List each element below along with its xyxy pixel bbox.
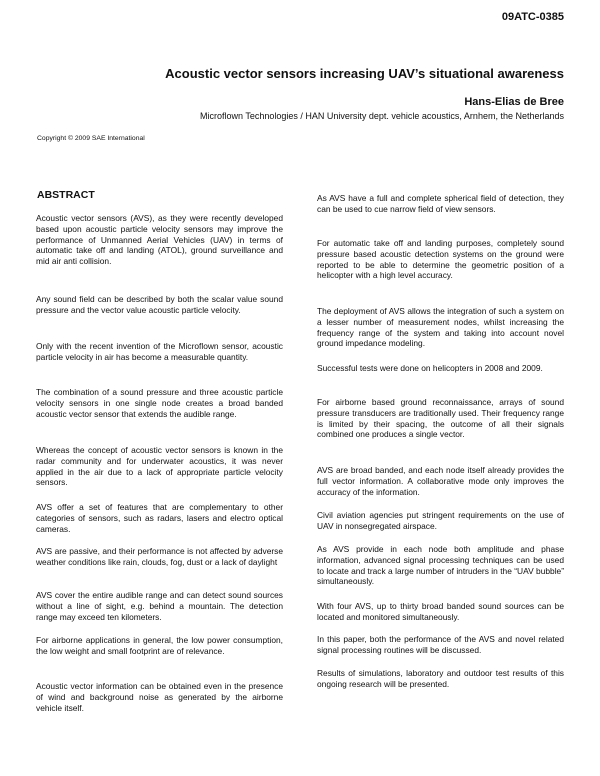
paragraph: For automatic take off and landing purposes, completely sound pressure based acoustic detection systems on the ground were reported to be able to determine the geometric position of a helicopter with a high level accuracy. [317, 238, 564, 281]
paragraph: Acoustic vector sensors (AVS), as they were recently developed based upon acoustic particle velocity sensors may improve the performance of Unmanned Aerial Vehicles (UAV) in terms of automatic take off and landing (ATOL), ground surveillance and mid air anti collision. [36, 213, 283, 267]
paragraph: Results of simulations, laboratory and outdoor test results of this ongoing research will be presented. [317, 668, 564, 689]
paragraph: For airborne based ground reconnaissance, arrays of sound pressure transducers are traditionally used. Their frequency range is limited by their spacing, the outcome of all their signals combined one produces a single vector. [317, 397, 564, 440]
paragraph: AVS are passive, and their performance is not affected by adverse weather conditions like rain, clouds, fog, dust or a lack of daylight [36, 546, 283, 567]
paragraph: AVS are broad banded, and each node itself already provides the full vector information. A collaborative mode only improves the accuracy of the information. [317, 465, 564, 497]
paragraph: AVS offer a set of features that are complementary to other categories of sensors, such as radars, lasers and electro optical cameras. [36, 502, 283, 534]
paragraph: As AVS provide in each node both amplitude and phase information, advanced signal processing techniques can be used to locate and track a large number of intruders in the “UAV bubble” simultaneously. [317, 544, 564, 587]
paragraph: In this paper, both the performance of the AVS and novel related signal processing routines will be discussed. [317, 634, 564, 655]
paragraph: Acoustic vector information can be obtained even in the presence of wind and background noise as generated by the airborne vehicle itself. [36, 681, 283, 713]
paragraph: As AVS have a full and complete spherical field of detection, they can be used to cue narrow field of view sensors. [317, 193, 564, 214]
paragraph: AVS cover the entire audible range and can detect sound sources without a line of sight, e.g. behind a mountain. The detection range may exceed ten kilometers. [36, 590, 283, 622]
abstract-heading: ABSTRACT [37, 189, 95, 201]
author-name: Hans-Elias de Bree [464, 96, 564, 108]
paragraph: The deployment of AVS allows the integration of such a system on a lesser number of measurement nodes, whilst increasing the frequency range of the system and taking into account novel ground impedance modeling. [317, 306, 564, 349]
paragraph: For airborne applications in general, the low power consumption, the low weight and small footprint are of relevance. [36, 635, 283, 656]
paragraph: The combination of a sound pressure and three acoustic particle velocity sensors in one single node creates a broad banded acoustic vector sensor that extends the audible range. [36, 387, 283, 419]
paragraph: Whereas the concept of acoustic vector sensors is known in the radar community and for underwater acoustics, it was never applied in the air due to a lack of appropriate particle velocity sensors. [36, 445, 283, 488]
paragraph: Any sound field can be described by both the scalar value sound pressure and the vector value acoustic particle velocity. [36, 294, 283, 315]
paper-id: 09ATC-0385 [501, 11, 564, 23]
paper-title: Acoustic vector sensors increasing UAV’s situational awareness [165, 66, 564, 81]
author-affiliation: Microflown Technologies / HAN University dept. vehicle acoustics, Arnhem, the Netherlands [199, 111, 564, 121]
paragraph: Only with the recent invention of the Microflown sensor, acoustic particle velocity in air has become a measurable quantity. [36, 341, 283, 362]
paragraph: Successful tests were done on helicopters in 2008 and 2009. [317, 363, 543, 373]
paragraph: Civil aviation agencies put stringent requirements on the use of UAV in nonsegregated airspace. [317, 510, 564, 531]
paragraph: With four AVS, up to thirty broad banded sound sources can be located and monitored simultaneously. [317, 601, 564, 622]
copyright-notice: Copyright © 2009 SAE International [37, 135, 145, 142]
